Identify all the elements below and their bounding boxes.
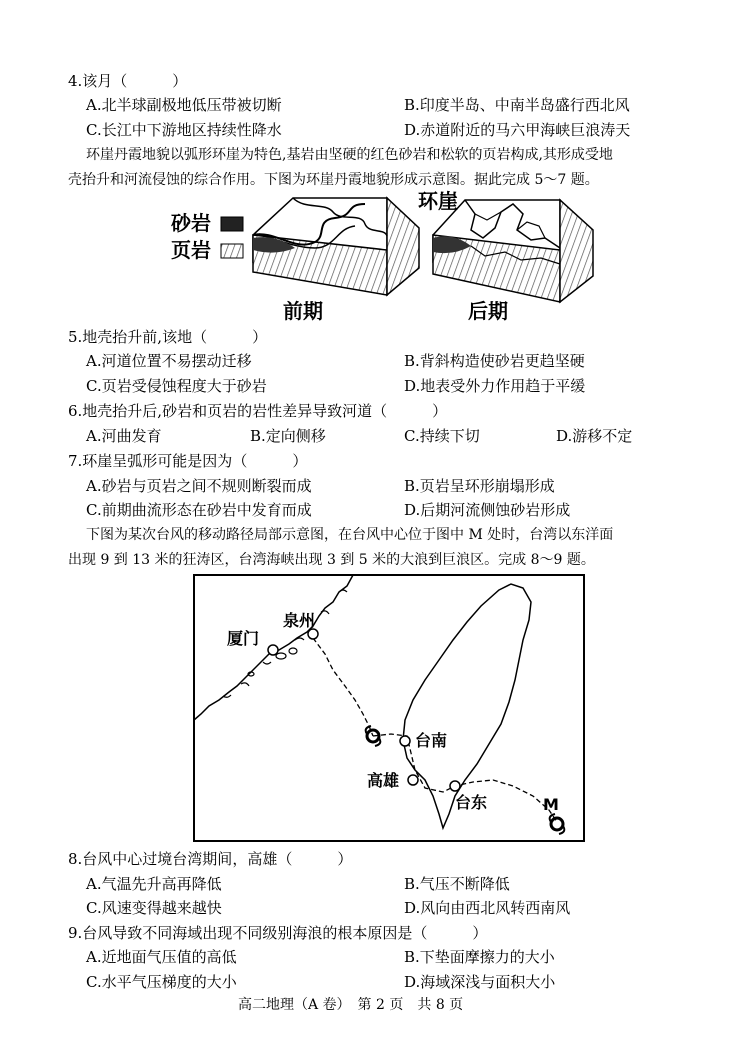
q4-stem: 4.该月（ ） xyxy=(68,72,188,90)
q5-stem: 5.地壳抬升前,该地（ ） xyxy=(68,328,268,346)
q8-option-a: A.气温先升高再降低 xyxy=(86,875,222,893)
intro1-line2: 壳抬升和河流侵蚀的综合作用。下图为环崖丹霞地貌形成示意图。据此完成 5～7 题。 xyxy=(68,172,599,188)
q8-stem: 8.台风中心过境台湾期间，高雄（ ） xyxy=(68,850,353,868)
late-label: 后期 xyxy=(468,299,508,323)
tainan-label: 台南 xyxy=(415,731,448,750)
q7-stem: 7.环崖呈弧形可能是因为（ ） xyxy=(68,452,308,470)
q5-option-c: C.页岩受侵蚀程度大于砂岩 xyxy=(86,377,267,395)
q5-option-a: A.河道位置不易摆动迁移 xyxy=(86,352,252,370)
q4-option-a: A.北半球副极地低压带被切断 xyxy=(86,96,282,114)
quanzhou-label: 泉州 xyxy=(283,611,316,630)
early-block xyxy=(253,198,419,295)
intro2-line1: 下图为某次台风的移动路径局部示意图，在台风中心位于图中 M 处时，台湾以东洋面 xyxy=(86,527,614,543)
q6-stem: 6.地壳抬升后,砂岩和页岩的岩性差异导致河道（ ） xyxy=(68,402,448,420)
taitung-label: 台东 xyxy=(455,793,488,812)
q6-option-a: A.河曲发育 xyxy=(86,427,162,445)
cliff-label: 环崖 xyxy=(418,190,458,213)
xiamen-label: 厦门 xyxy=(227,629,260,648)
q4-option-b: B.印度半岛、中南半岛盛行西北风 xyxy=(404,96,630,114)
quanzhou-marker xyxy=(308,629,318,639)
q7-option-c: C.前期曲流形态在砂岩中发育而成 xyxy=(86,501,312,519)
q9-option-a: A.近地面气压值的高低 xyxy=(86,948,237,966)
xiamen-marker xyxy=(268,645,278,655)
q5-option-d: D.地表受外力作用趋于平缓 xyxy=(404,377,586,395)
q8-option-b: B.气压不断降低 xyxy=(404,875,510,893)
q9-option-c: C.水平气压梯度的大小 xyxy=(86,973,237,991)
tainan-marker xyxy=(400,736,410,746)
q7-option-d: D.后期河流侧蚀砂岩形成 xyxy=(404,501,571,519)
q6-option-d: D.游移不定 xyxy=(556,427,633,445)
intro2-line2: 出现 9 到 13 米的狂涛区，台湾海峡出现 3 到 5 米的大浪到巨浪区。完成 8～9 题。 xyxy=(68,552,595,568)
q6-option-c: C.持续下切 xyxy=(404,427,480,445)
kaohsiung-marker xyxy=(408,775,418,785)
q7-option-b: B.页岩呈环形崩塌形成 xyxy=(404,477,555,495)
q9-option-b: B.下垫面摩擦力的大小 xyxy=(404,948,555,966)
q6-option-b: B.定向侧移 xyxy=(250,427,326,445)
early-label: 前期 xyxy=(283,299,323,323)
q4-option-c: C.长江中下游地区持续性降水 xyxy=(86,121,282,139)
q8-option-d: D.风向由西北风转西南风 xyxy=(404,899,571,917)
q8-option-c: C.风速变得越来越快 xyxy=(86,899,222,917)
taitung-marker xyxy=(450,781,460,791)
danxia-diagram xyxy=(165,190,640,325)
legend-sandstone-label: 砂岩 xyxy=(171,211,211,235)
typhoon-map xyxy=(193,574,585,842)
q9-option-d: D.海域深浅与面积大小 xyxy=(404,973,556,991)
intro1-line1: 环崖丹霞地貌以弧形环崖为特色,基岩由坚硬的红色砂岩和松软的页岩构成,其形成受地 xyxy=(86,147,613,163)
legend-sandstone-swatch xyxy=(221,217,243,231)
q5-option-b: B.背斜构造使砂岩更趋坚硬 xyxy=(404,352,585,370)
m-label: M xyxy=(543,795,559,814)
legend-shale-label: 页岩 xyxy=(171,238,211,262)
q7-option-a: A.砂岩与页岩之间不规则断裂而成 xyxy=(86,477,312,495)
q9-stem: 9.台风导致不同海域出现不同级别海浪的根本原因是（ ） xyxy=(68,924,488,942)
late-block xyxy=(433,200,593,302)
page-footer: 高二地理（A 卷） 第 2 页 共 8 页 xyxy=(238,997,464,1013)
q4-option-d: D.赤道附近的马六甲海峡巨浪涛天 xyxy=(404,121,631,139)
kaohsiung-label: 高雄 xyxy=(367,771,400,790)
legend-shale-swatch xyxy=(221,244,243,258)
